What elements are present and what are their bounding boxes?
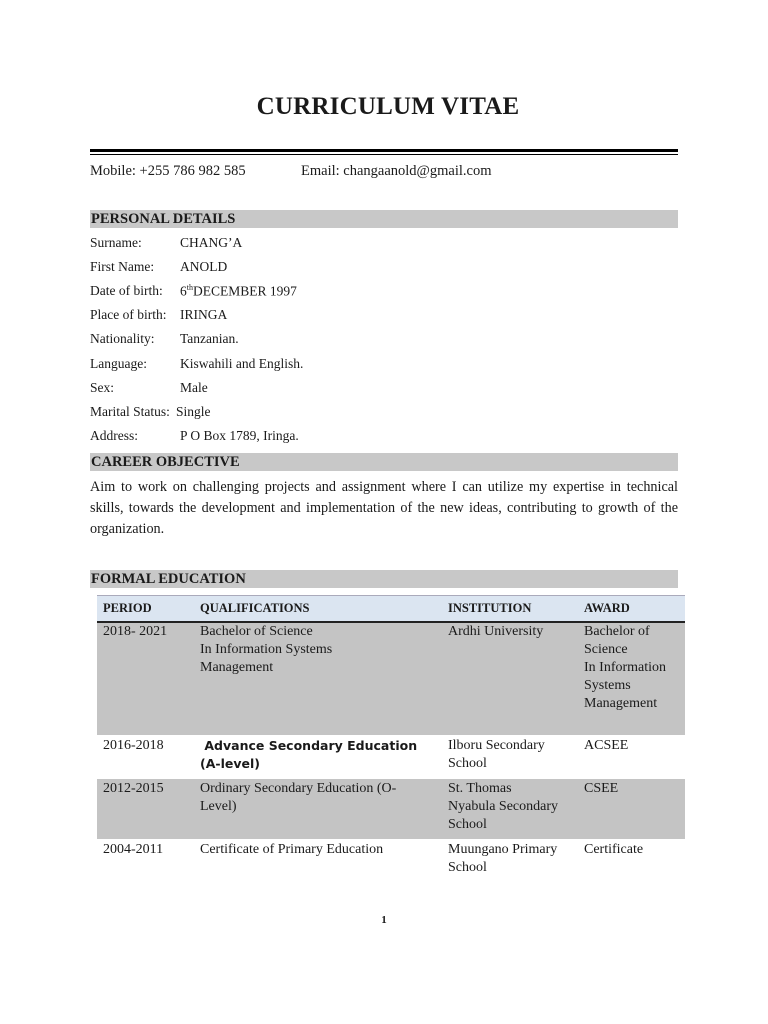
career-objective-heading: CAREER OBJECTIVE (90, 453, 678, 471)
birth-month-year: DECEMBER 1997 (192, 283, 297, 299)
cell-qualification: Advance Secondary Education (A-level) (200, 738, 422, 771)
cell-period: 2016-2018 (103, 738, 164, 753)
sex-label: Sex: (90, 380, 115, 395)
address-label: Address: (90, 428, 138, 443)
cell-institution: St. Thomas Nyabula Secondary School (448, 781, 559, 832)
cell-qualification: Certificate of Primary Education (200, 842, 384, 857)
sex-value: Male (180, 380, 208, 395)
personal-details-heading: PERSONAL DETAILS (90, 210, 678, 228)
birth-day: 6 (180, 283, 187, 299)
place-of-birth-value: IRINGA (180, 307, 228, 322)
date-of-birth-value (180, 283, 297, 300)
cell-award: CSEE (584, 781, 619, 796)
first-name-value: ANOLD (180, 259, 228, 274)
language-value: Kiswahili and English. (180, 356, 304, 371)
cell-institution: Ardhi University (448, 624, 544, 639)
email-address: Email: changaanold@gmail.com (301, 163, 492, 179)
document-title: CURRICULUM VITAE (256, 93, 520, 120)
column-header-period: PERIOD (103, 601, 152, 615)
language-label: Language: (90, 356, 147, 371)
mobile-number: Mobile: +255 786 982 585 (90, 163, 246, 179)
birth-day-suffix: th (186, 283, 193, 292)
surname-value: CHANG’A (180, 235, 243, 250)
nationality-label: Nationality: (90, 331, 155, 346)
cell-award: Bachelor of Science In Information Systems Management (584, 624, 667, 711)
table-row (97, 623, 685, 735)
table-row (97, 735, 685, 779)
table-row (97, 839, 685, 883)
cell-institution: Muungano Primary School (448, 842, 558, 875)
marital-status-value: Single (176, 404, 211, 419)
marital-status-label: Marital Status: (90, 404, 170, 419)
title-rule-thin (90, 154, 678, 155)
date-of-birth-label: Date of birth: (90, 283, 163, 298)
first-name-label: First Name: (90, 259, 155, 274)
cell-award: Certificate (584, 842, 644, 857)
cell-period: 2012-2015 (103, 781, 164, 796)
place-of-birth-label: Place of birth: (90, 307, 167, 322)
cell-qualification: Ordinary Secondary Education (O-Level) (200, 781, 397, 814)
cell-award: ACSEE (584, 738, 629, 753)
cell-institution: Ilboru Secondary School (448, 738, 545, 771)
cell-period: 2018- 2021 (103, 624, 168, 639)
address-value: P O Box 1789, Iringa. (180, 428, 299, 443)
cell-qualification: Bachelor of Science In Information Systems Management (200, 624, 333, 675)
title-rule-thick (90, 149, 678, 152)
column-header-institution: INSTITUTION (448, 601, 532, 615)
table-header (97, 595, 685, 622)
formal-education-heading: FORMAL EDUCATION (90, 570, 678, 588)
nationality-value: Tanzanian. (180, 331, 239, 346)
surname-label: Surname: (90, 235, 142, 250)
column-header-award: AWARD (584, 601, 630, 615)
career-objective-text: Aim to work on challenging projects and assignment where I can utilize my expertise in technical skills, towards the development and implementation of the new ideas, contributing to growth of the organization. (90, 479, 678, 537)
page-number: 1 (381, 914, 387, 926)
cell-period: 2004-2011 (103, 842, 164, 857)
table-row (97, 779, 685, 839)
column-header-qualifications: QUALIFICATIONS (200, 601, 310, 615)
